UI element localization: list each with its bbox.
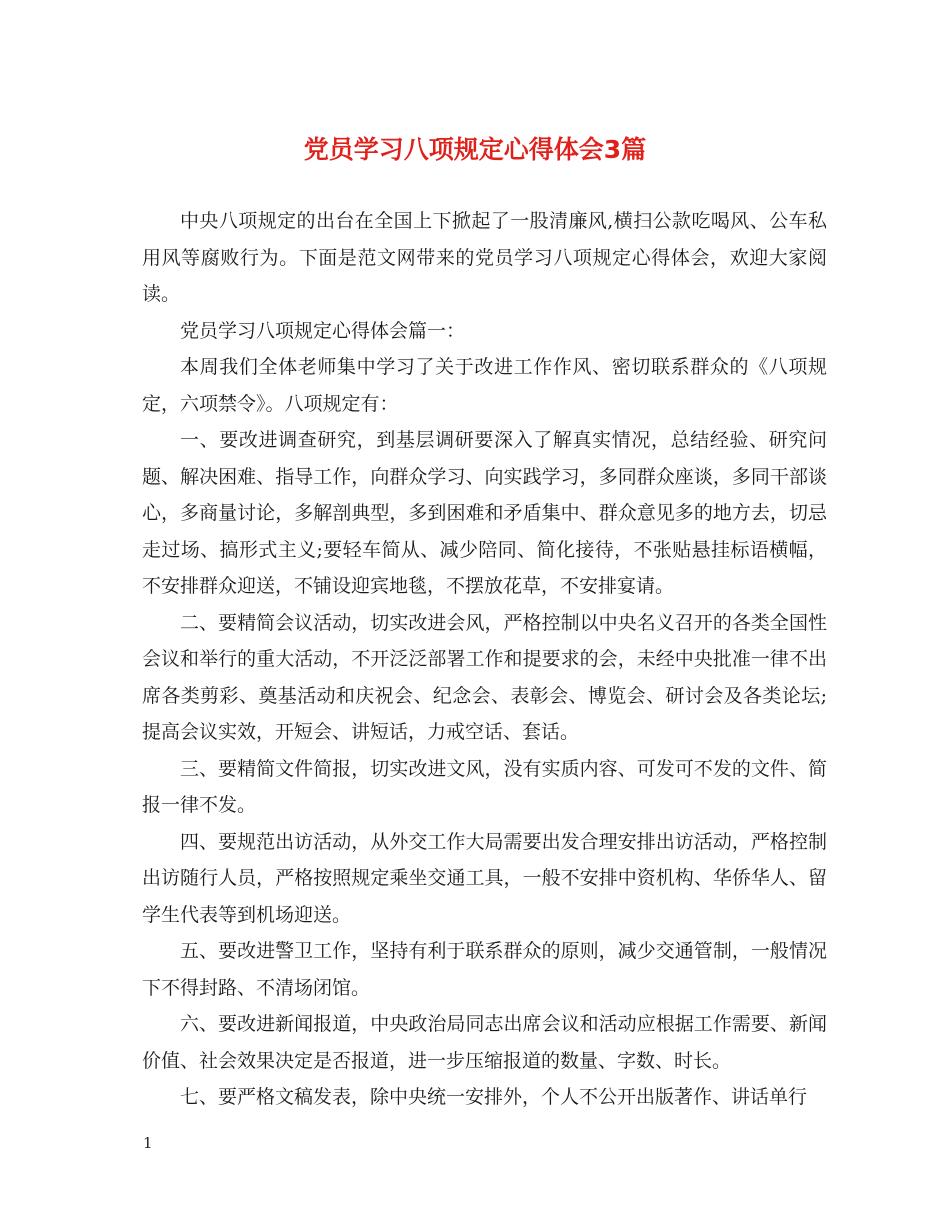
paragraph-study-note: 本周我们全体老师集中学习了关于改进工作作风、密切联系群众的《八项规定，六项禁令》。八项规定有： — [142, 356, 827, 415]
paragraph-section-heading: 党员学习八项规定心得体会篇一： — [180, 319, 466, 342]
document-body — [142, 203, 827, 1116]
page-number: 1 — [143, 1134, 153, 1152]
paragraph-rule-5: 五、要改进警卫工作，坚持有利于联系群众的原则，减少交通管制，一般情况下不得封路、不清场闭馆。 — [142, 940, 827, 999]
paragraph-rule-7: 七、要严格文稿发表，除中央统一安排外，个人不公开出版著作、讲话单行 — [180, 1086, 808, 1108]
paragraph-rule-1: 一、要改进调查研究，到基层调研要深入了解真实情况，总结经验、研究问题、解决困难、指导工作，向群众学习、向实践学习，多同群众座谈，多同干部谈心，多商量讨论，多解剖典型，多到困难和矛盾集中、群众意见多的地方去，切忌走过场、搞形式主义;要轻车简从、减少陪同、简化接待，不张贴悬挂标语横幅，不安排群众迎送，不铺设迎宾地毯，不摆放花草，不安排宴请。 — [142, 429, 827, 597]
document-title: 党员学习八项规定心得体会3篇 — [303, 135, 647, 164]
paragraph-rule-6: 六、要改进新闻报道，中央政治局同志出席会议和活动应根据工作需要、新闻价值、社会效果决定是否报道，进一步压缩报道的数量、字数、时长。 — [142, 1013, 827, 1072]
paragraph-rule-4: 四、要规范出访活动，从外交工作大局需要出发合理安排出访活动，严格控制出访随行人员，严格按照规定乘坐交通工具，一般不安排中资机构、华侨华人、留学生代表等到机场迎送。 — [142, 830, 827, 926]
paragraph-intro: 中央八项规定的出台在全国上下掀起了一股清廉风,横扫公款吃喝风、公车私用风等腐败行为。下面是范文网带来的党员学习八项规定心得体会，欢迎大家阅读。 — [142, 210, 827, 305]
paragraph-rule-2: 二、要精简会议活动，切实改进会风，严格控制以中央名义召开的各类全国性会议和举行的重大活动，不开泛泛部署工作和提要求的会，未经中央批准一律不出席各类剪彩、奠基活动和庆祝会、纪念会、表彰会、博览会、研讨会及各类论坛;提高会议实效，开短会、讲短话，力戒空话、套话。 — [142, 611, 827, 743]
paragraph-rule-3: 三、要精简文件简报，切实改进文风，没有实质内容、可发可不发的文件、简报一律不发。 — [142, 757, 827, 816]
